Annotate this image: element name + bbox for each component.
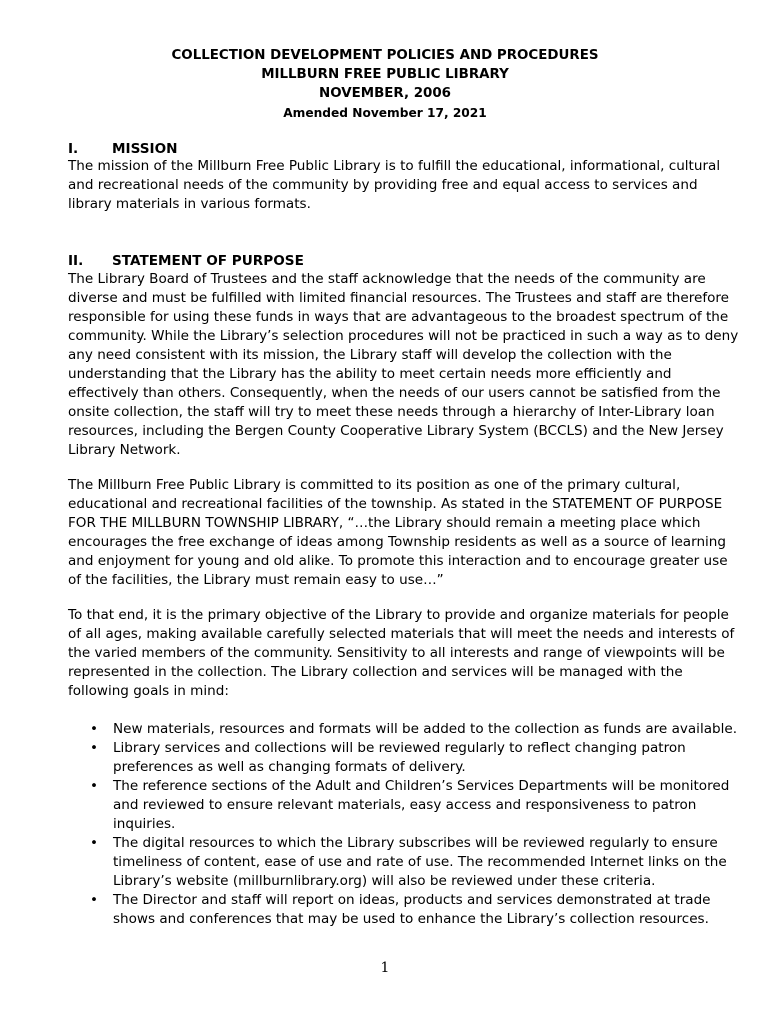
text-line: inquiries. <box>113 815 176 832</box>
text-line: The Millburn Free Public Library is committed to its position as one of the primary cultural, <box>68 477 681 493</box>
text-line: of all ages, making available carefully selected materials that will meet the needs and interests of <box>68 625 735 642</box>
text-line: shows and conferences that may be used to enhance the Library’s collection resources. <box>113 910 709 927</box>
text-line: preferences as well as changing formats of delivery. <box>113 758 466 775</box>
text-line: responsible for using these funds in ways that are advantageous to the broadest spectrum of the <box>68 308 729 325</box>
text-line: educational and recreational facilities of the township. As stated in the STATEMENT OF PURPOSE <box>68 495 723 512</box>
text-line: Library’s website (millburnlibrary.org) will also be reviewed under these criteria. <box>113 872 656 889</box>
section-number: I. <box>68 141 79 157</box>
list-item <box>90 777 730 834</box>
section-number: II. <box>68 253 84 269</box>
text-line: timeliness of content, ease of use and rate of use. The recommended Internet links on the <box>113 853 727 870</box>
text-line: Library services and collections will be reviewed regularly to reflect changing patron <box>113 739 686 756</box>
text-line: The Director and staff will report on ideas, products and services demonstrated at trade <box>113 891 711 908</box>
document-title: COLLECTION DEVELOPMENT POLICIES AND PROCEDURES <box>171 48 599 63</box>
mission-paragraph <box>68 157 721 214</box>
text-line: resources, including the Bergen County Cooperative Library System (BCCLS) and the New Jersey <box>68 422 724 439</box>
text-line: The reference sections of the Adult and Children’s Services Departments will be monitored <box>113 777 730 794</box>
text-line: The Library Board of Trustees and the staff acknowledge that the needs of the community are <box>68 271 706 287</box>
library-name: MILLBURN FREE PUBLIC LIBRARY <box>261 67 509 82</box>
section-heading-purpose <box>68 252 304 270</box>
text-line: any need consistent with its mission, the Library staff will develop the collection with the <box>68 346 672 363</box>
text-line: and reviewed to ensure relevant materials, easy access and responsiveness to patron <box>113 796 697 813</box>
text-line: following goals in mind: <box>68 682 229 699</box>
list-item <box>90 739 730 777</box>
text-line: the varied members of the community. Sensitivity to all interests and range of viewpoints will be <box>68 644 725 661</box>
text-line: understanding that the Library has the ability to meet certain needs more efficiently and <box>68 365 672 382</box>
purpose-paragraph-2 <box>68 476 728 590</box>
text-line: Library Network. <box>68 441 181 458</box>
section-title: MISSION <box>112 141 178 157</box>
bullet-icon: • <box>90 834 98 851</box>
text-line: diverse and must be fulfilled with limited financial resources. The Trustees and staff are therefore <box>68 289 729 306</box>
text-line: FOR THE MILLBURN TOWNSHIP LIBRARY, “…the Library should remain a meeting place which <box>68 514 701 531</box>
text-line: community. While the Library’s selection procedures will not be practiced in such a way as to deny <box>68 327 739 344</box>
text-line: encourages the free exchange of ideas among Township residents as well as a source of learning <box>68 533 726 550</box>
purpose-paragraph-3 <box>68 606 735 701</box>
text-line: The digital resources to which the Library subscribes will be reviewed regularly to ensure <box>113 834 718 851</box>
text-line: To that end, it is the primary objective of the Library to provide and organize materials for people <box>68 607 729 623</box>
text-line: library materials in various formats. <box>68 195 311 212</box>
goals-bullet-list <box>90 720 738 928</box>
section-heading-mission <box>68 140 178 158</box>
section-title: STATEMENT OF PURPOSE <box>112 253 304 269</box>
bullet-icon: • <box>90 739 98 756</box>
text-line: of the facilities, the Library must remain easy to use…” <box>68 571 444 588</box>
text-line: effectively than others. Consequently, when the needs of our users cannot be satisfied from the <box>68 384 721 401</box>
list-item <box>90 834 730 891</box>
amended-date: Amended November 17, 2021 <box>283 106 487 120</box>
bullet-icon: • <box>90 721 98 737</box>
text-line: The mission of the Millburn Free Public Library is to fulfill the educational, informational, cultural <box>68 158 721 174</box>
document-date: NOVEMBER, 2006 <box>319 86 451 101</box>
bullet-icon: • <box>90 777 98 794</box>
text-line: represented in the collection. The Library collection and services will be managed with the <box>68 663 683 680</box>
list-item <box>90 891 730 929</box>
text-line: New materials, resources and formats will be added to the collection as funds are available. <box>113 721 738 737</box>
text-line: onsite collection, the staff will try to meet these needs through a hierarchy of Inter-Library loan <box>68 403 715 420</box>
text-line: and enjoyment for young and old alike. To promote this interaction and to encourage greater use <box>68 552 728 569</box>
purpose-paragraph-1 <box>68 270 739 460</box>
text-line: and recreational needs of the community by providing free and equal access to services and <box>68 176 698 193</box>
list-item <box>90 720 738 739</box>
bullet-icon: • <box>90 891 98 908</box>
page-number: 1 <box>380 960 390 976</box>
